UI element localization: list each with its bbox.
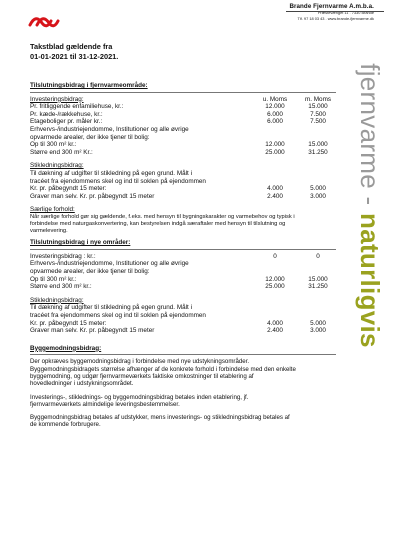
- company-contact: Tlf. 97 18 03 43 . www.brande-fjernvarme.dk: [297, 16, 374, 21]
- table-row: Kr. pr. påbegyndt 15 meter: 4.000 5.000: [30, 185, 326, 193]
- table-row: Op til 300 m² kr.: 12.000 15.000: [30, 141, 328, 149]
- side-slogan-bold: naturligvis: [354, 212, 385, 348]
- paragraph: Der opkræves byggemodningsbidrag i forbindelse med nye udstykningsområder. Byggemodningsbidragets størrelse afhænger af de konkrete forhold i forbindelse med den enkelte byggemodning, og udgør fjernvarmeværkets faktiske omkostninger til etablering af hovedledninger i udstykningsområdet.: [30, 358, 296, 388]
- stik-label: Stikledningsbidrag:: [30, 296, 84, 304]
- company-letterhead: [289, 3, 374, 22]
- table-row: Større end 300 m² kr.: 25.000 31.250: [30, 283, 328, 291]
- text-line: opvarmede arealer, der ikke tjener til bolig:: [30, 267, 150, 275]
- table-row: Etageboliger pr. måler kr.: 6.000 7.500: [30, 118, 326, 126]
- section3-heading: Byggemodningsbidrag:: [30, 344, 102, 352]
- company-address: Præstevænget 11 . 7330 Brande: [317, 10, 374, 15]
- side-slogan: [349, 62, 389, 348]
- invest-label: Investeringsbidrag:: [30, 95, 84, 103]
- table-row: Graver man selv. Kr. pr. påbegyndt 15 meter 2.400 3.000: [30, 192, 326, 200]
- text-line: Til dækning af udgifter til stikledning på egen grund. Målt i: [30, 169, 192, 177]
- table-header-row: [30, 96, 330, 104]
- divider: [30, 354, 336, 355]
- page-title: Takstblad gældende fra 01-01-2021 til 31-12-2021.: [30, 42, 119, 61]
- col-header-excl-vat: u. Moms: [262, 95, 288, 103]
- letterhead-rule: [286, 11, 384, 12]
- company-name: Brande Fjernvarme A.m.b.a.: [289, 3, 374, 10]
- paragraph: Investerings-, stiklednings- og byggemodningsbidrag betales inden etablering, jf. fjernvarmeværkets almindelige leveringsbestemmelser.: [30, 393, 249, 408]
- text-line: Erhvervs-/industriejendomme, Institutioner og alle øvrige: [30, 125, 189, 133]
- table-row: Graver man selv. Kr. pr. påbegyndt 15 meter 2.400 3.000: [30, 327, 326, 335]
- saerlige-label: Særlige forhold:: [30, 206, 75, 214]
- section1-heading: Tilslutningsbidrag i fjernvarmeområde:: [30, 82, 148, 89]
- divider: [30, 249, 336, 250]
- text-line: Til dækning af udgifter til stikledning på egen grund. Målt i: [30, 304, 192, 312]
- saerlige-text: Når særlige forhold gør sig gældende, f.eks. med hensyn til bygningskarakter og varmebehov og typisk i forbindelse med naturgaskonvertering, kan bestyrelsen indgå særaftaler med hensyn til tilslutning og varmelevering.: [30, 213, 295, 235]
- table-row: Op til 300 m² kr.: 12.000 15.000: [30, 275, 328, 283]
- section2-heading: Tilslutningsbidrag i nye områder:: [30, 239, 131, 247]
- table-row: Investeringsbidrag : kr.: 0 0: [30, 252, 320, 260]
- stik-label: Stikledningsbidrag:: [30, 162, 84, 170]
- divider: [30, 92, 336, 93]
- text-line: tracéet fra ejendommens skel og ind til soklen på ejendommen: [30, 311, 206, 319]
- col-header-incl-vat: m. Moms: [304, 95, 332, 103]
- text-line: opvarmede arealer, der ikke tjener til bolig:: [30, 133, 150, 141]
- logo-icon: [28, 14, 60, 30]
- table-row: Kr. pr. påbegyndt 15 meter: 4.000 5.000: [30, 319, 326, 327]
- text-line: tracéet fra ejendommens skel og ind til soklen på ejendommen: [30, 177, 206, 185]
- table-row: Større end 300 m² Kr.: 25.000 31.250: [30, 148, 328, 156]
- side-slogan-light: fjernvarme -: [354, 62, 385, 213]
- table-row: Pr. fritliggende enfamiliehuse, kr.: 12.000 15.000: [30, 103, 328, 111]
- document-body: [30, 82, 330, 429]
- table-row: Pr. kæde-/rækkehuse, kr.: 6.000 7.500: [30, 110, 326, 118]
- text-line: Erhvervs-/industriejendomme, Institutioner og alle øvrige: [30, 260, 189, 268]
- paragraph: Byggemodningsbidrag betales af udstykker, mens investerings- og stikledningsbidrag betales af de kommende forbrugere.: [30, 414, 290, 429]
